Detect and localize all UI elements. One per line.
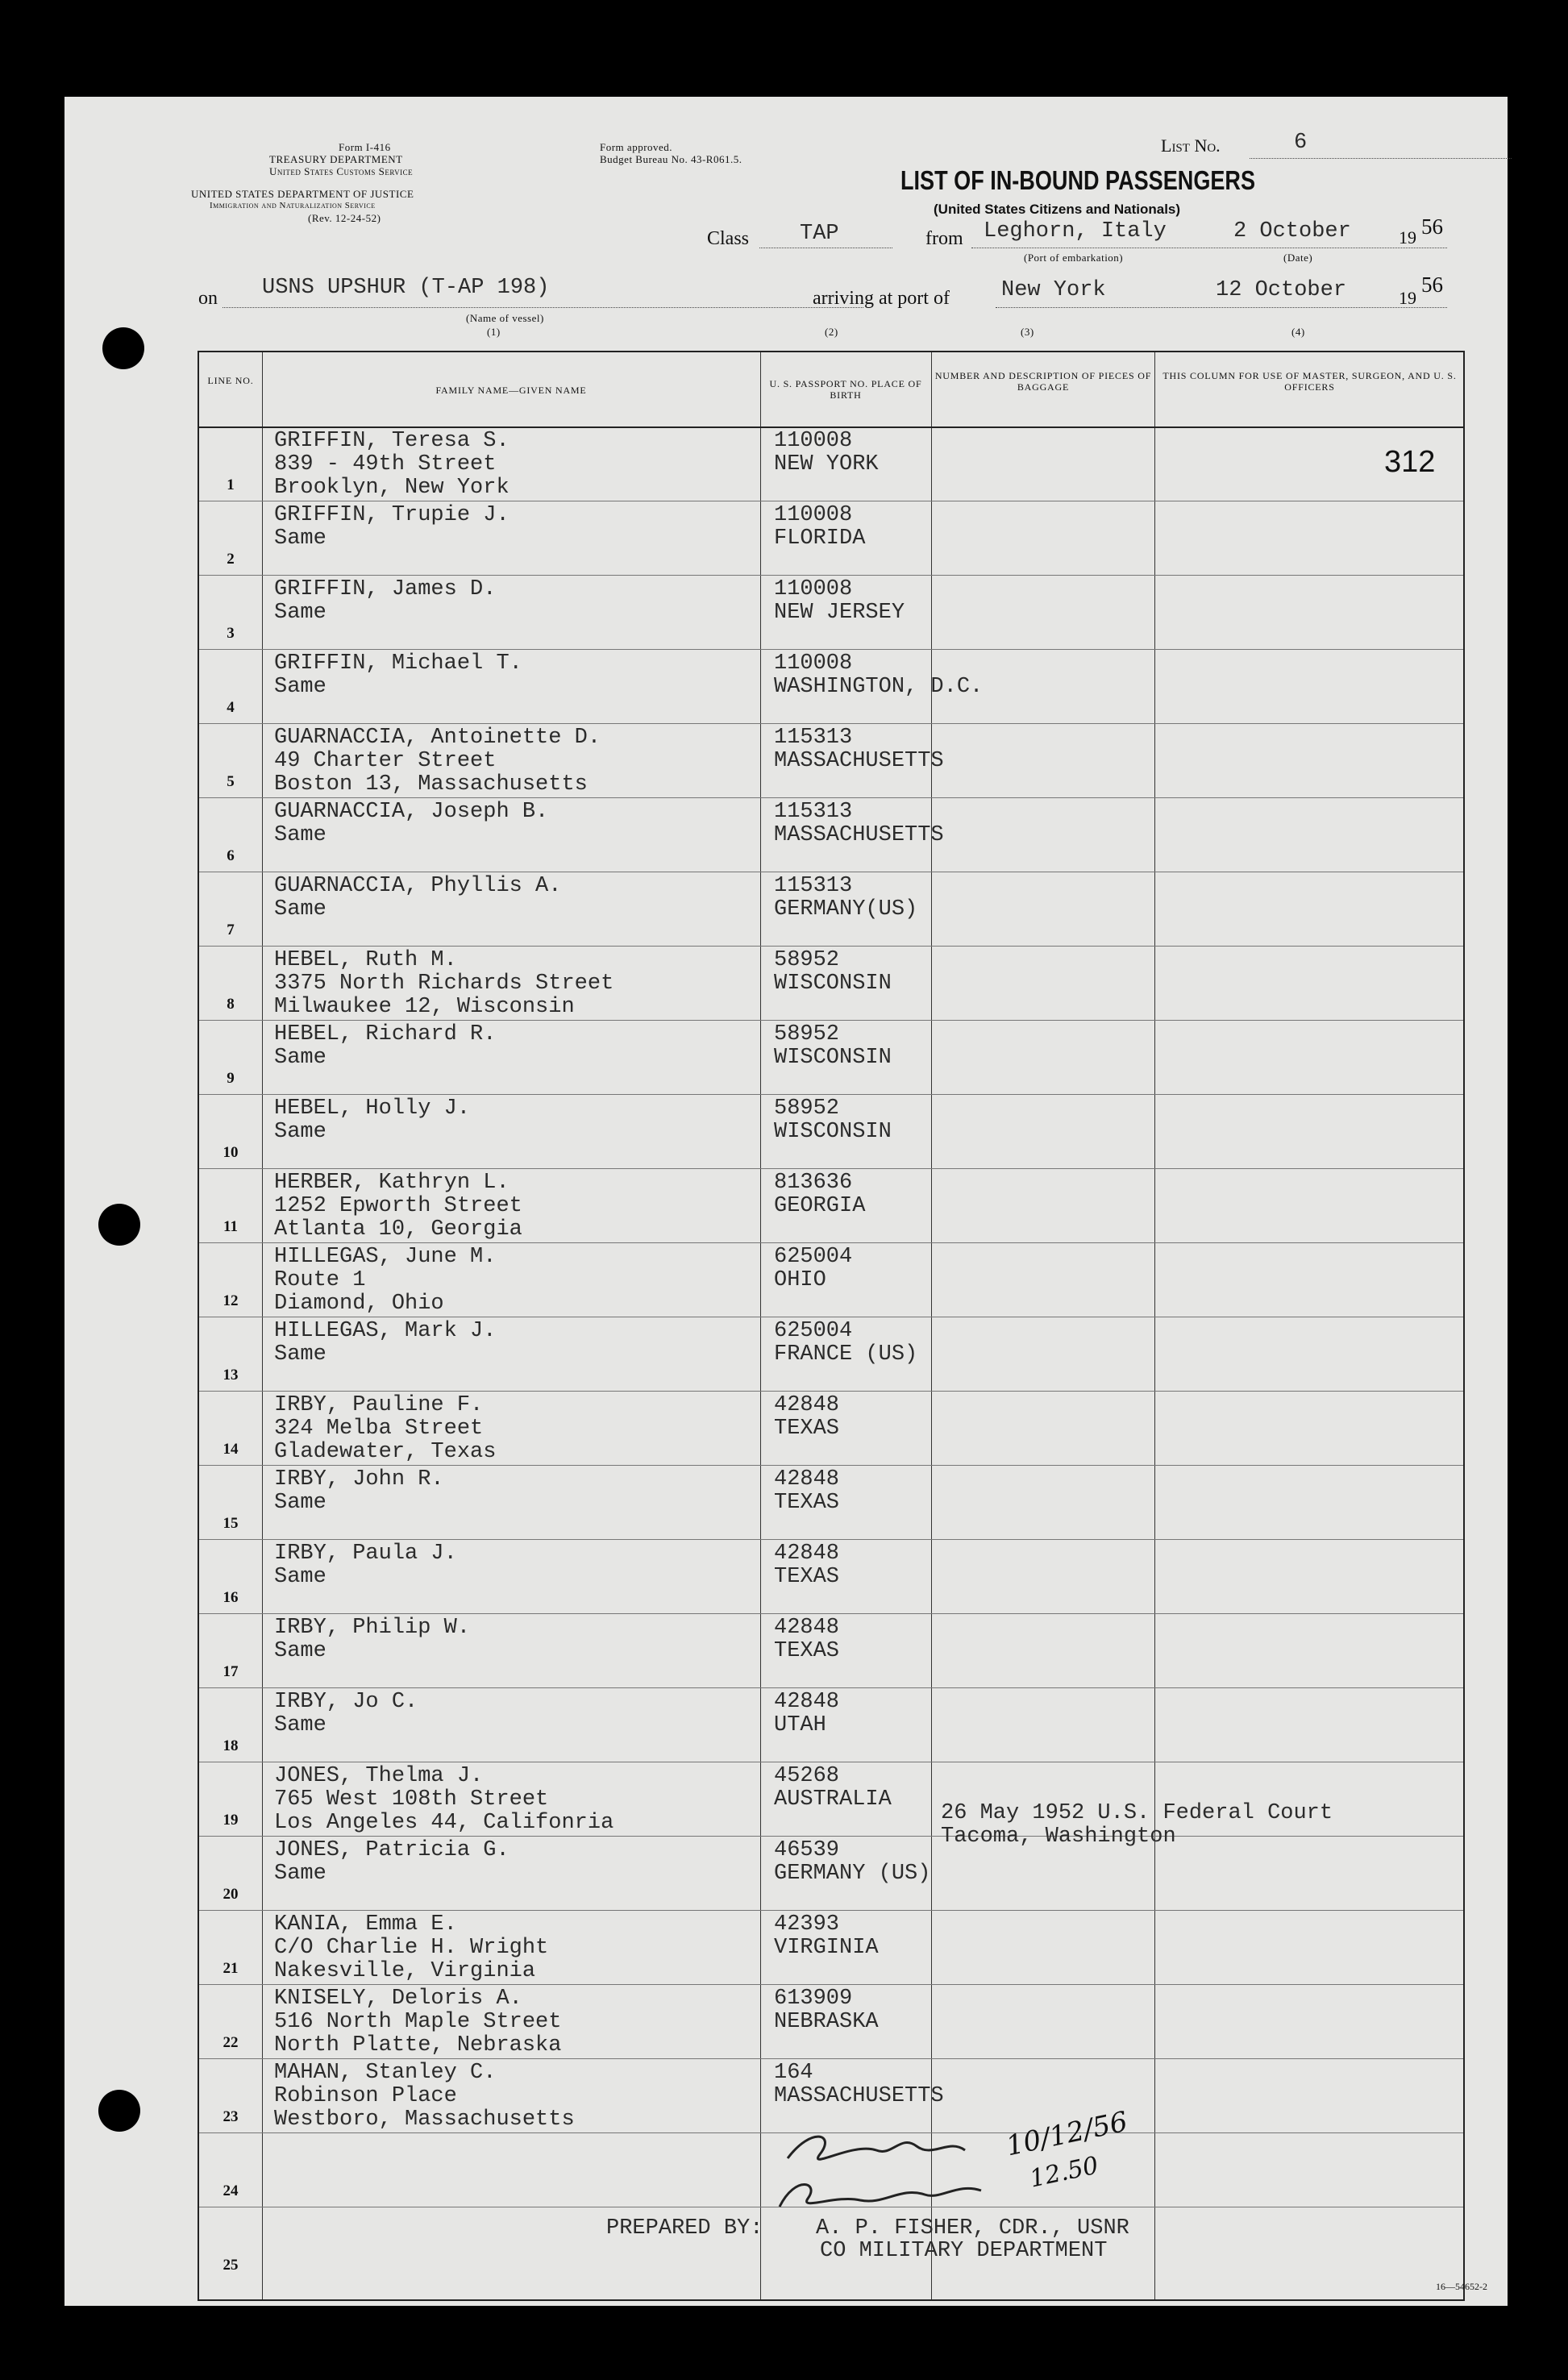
passport-cell [774, 875, 917, 922]
place-of-birth: NEBRASKA [774, 2010, 879, 2034]
form-approved: Form approved. [600, 141, 673, 153]
address-line-1: 49 Charter Street [274, 749, 497, 773]
address-line-2: Milwaukee 12, Wisconsin [274, 995, 575, 1019]
passport-cell [774, 1987, 879, 2034]
table-row [199, 426, 1463, 501]
prepared-by-label: PREPARED BY: [606, 2216, 763, 2241]
prepared-by-title: CO MILITARY DEPARTMENT [820, 2239, 1108, 2263]
vessel-caption: (Name of vessel) [466, 312, 544, 324]
line-number: 21 [223, 1960, 239, 1977]
passport-cell [774, 1542, 839, 1589]
passport-cell [774, 652, 983, 699]
line-number: 24 [223, 2182, 239, 2199]
address-line-1: 765 West 108th Street [274, 1787, 549, 1812]
passport-cell [774, 726, 944, 773]
arrival-rule [996, 307, 1447, 308]
place-of-birth: MASSACHUSETTS [774, 749, 944, 773]
from-label: from [925, 228, 963, 249]
passenger-name [274, 1097, 470, 1144]
place-of-birth: TEXAS [774, 1639, 840, 1663]
place-of-birth: MASSACHUSETTS [774, 2084, 944, 2108]
line-number: 13 [223, 1367, 239, 1383]
arriving-label: arriving at port of [813, 288, 950, 309]
address-line-2: Brooklyn, New York [274, 476, 509, 500]
passenger-name [274, 875, 561, 922]
passport-number: 115313 [774, 800, 853, 824]
place-of-birth: WISCONSIN [774, 972, 892, 996]
family-given-name: GUARNACCIA, Joseph B. [274, 800, 549, 824]
signature-date-2: 12.50 [1027, 2151, 1101, 2194]
passport-cell [774, 2062, 944, 2108]
table-row [199, 1910, 1463, 1985]
table-row [199, 649, 1463, 724]
line-number: 25 [223, 2257, 239, 2274]
table-body [199, 426, 1463, 2299]
family-given-name: GRIFFIN, Trupie J. [274, 503, 509, 527]
passport-number: 813636 [774, 1171, 853, 1195]
family-given-name: IRBY, Paula J. [274, 1542, 457, 1566]
passport-cell [774, 1097, 892, 1144]
address-line-2: Atlanta 10, Georgia [274, 1217, 522, 1242]
line-number: 19 [223, 1812, 239, 1829]
table-row [199, 1539, 1463, 1614]
family-given-name: HILLEGAS, June M. [274, 1245, 497, 1269]
family-given-name: IRBY, Pauline F. [274, 1393, 484, 1417]
passport-number: 613909 [774, 1987, 853, 2011]
family-given-name: HEBEL, Holly J. [274, 1096, 471, 1121]
table-row [199, 723, 1463, 798]
line-number: 12 [223, 1292, 239, 1309]
list-no-rule [1250, 158, 1512, 159]
passenger-name [274, 1320, 496, 1367]
customs-service: United States Customs Service [269, 165, 414, 177]
passenger-name [274, 1542, 457, 1589]
address-line-1: Same [274, 1862, 326, 1886]
address-line-2: Gladewater, Texas [274, 1440, 497, 1464]
class-label: Class [707, 228, 750, 249]
place-of-birth: WASHINGTON, D.C. [774, 675, 984, 699]
passenger-name [274, 1246, 496, 1316]
table-header [199, 352, 1463, 428]
passport-cell [774, 1171, 865, 1218]
passport-number: 625004 [774, 1319, 853, 1343]
baggage-line-1: 26 May 1952 U.S. Federal Court [941, 1801, 1333, 1825]
table-row [199, 1317, 1463, 1392]
family-given-name: IRBY, John R. [274, 1467, 444, 1492]
passenger-name [274, 1394, 496, 1464]
address-line-2: Los Angeles 44, Califonria [274, 1811, 614, 1835]
address-line-1: 516 North Maple Street [274, 2010, 562, 2034]
page-title: LIST OF IN-BOUND PASSENGERS [900, 165, 1256, 195]
family-given-name: IRBY, Philip W. [274, 1616, 471, 1640]
family-given-name: MAHAN, Stanley C. [274, 2061, 497, 2085]
column-3-caption: (3) [1021, 326, 1034, 338]
passport-number: 42848 [774, 1690, 840, 1714]
passenger-name [274, 1987, 561, 2058]
passenger-name [274, 430, 509, 500]
family-given-name: GUARNACCIA, Phyllis A. [274, 874, 562, 898]
place-of-birth: TEXAS [774, 1491, 840, 1515]
place-of-birth: UTAH [774, 1713, 826, 1737]
passport-number: 115313 [774, 874, 853, 898]
binder-hole-top [102, 327, 144, 369]
family-given-name: IRBY, Jo C. [274, 1690, 418, 1714]
form-number: Form I-416 [339, 141, 391, 153]
family-given-name: HILLEGAS, Mark J. [274, 1319, 497, 1343]
passport-number: 625004 [774, 1245, 853, 1269]
table-row [199, 1168, 1463, 1243]
passport-number: 42848 [774, 1542, 840, 1566]
place-of-birth: TEXAS [774, 1417, 840, 1441]
family-given-name: JONES, Thelma J. [274, 1764, 484, 1788]
place-of-birth: AUSTRALIA [774, 1787, 892, 1812]
address-line-1: Robinson Place [274, 2084, 457, 2108]
table-row [199, 1687, 1463, 1762]
binder-hole-middle [98, 1204, 140, 1246]
class-value: TAP [800, 222, 839, 246]
table-row [199, 1242, 1463, 1317]
place-of-birth: GERMANY (US) [774, 1862, 931, 1886]
treasury-dept: TREASURY DEPARTMENT [269, 153, 403, 165]
column-4-caption: (4) [1291, 326, 1305, 338]
passport-cell [774, 1246, 852, 1292]
family-given-name: GRIFFIN, Michael T. [274, 651, 522, 676]
place-of-birth: NEW JERSEY [774, 601, 905, 625]
passport-number: 46539 [774, 1838, 840, 1862]
passenger-name [274, 1468, 444, 1515]
header-line-no: LINE NO. [207, 375, 254, 386]
column-1-caption: (1) [487, 326, 501, 338]
passport-number: 110008 [774, 651, 853, 676]
passenger-name [274, 1616, 470, 1663]
place-of-birth: NEW YORK [774, 452, 879, 476]
line-number: 8 [227, 996, 235, 1013]
passport-cell [774, 1913, 879, 1960]
passport-number: 45268 [774, 1764, 840, 1788]
vessel-rule [223, 307, 863, 308]
from-year-prefix: 19 [1399, 227, 1416, 248]
arrival-date: 12 October [1216, 278, 1347, 302]
place-of-birth: FRANCE (US) [774, 1342, 918, 1367]
family-given-name: HERBER, Kathryn L. [274, 1171, 509, 1195]
table-row [199, 501, 1463, 576]
address-line-1: Same [274, 1639, 326, 1663]
table-row [199, 575, 1463, 650]
passport-number: 42848 [774, 1467, 840, 1492]
address-line-1: Same [274, 897, 326, 922]
header-passport: U. S. PASSPORT NO. PLACE OF BIRTH [769, 378, 922, 401]
family-given-name: GRIFFIN, James D. [274, 577, 497, 601]
address-line-2: North Platte, Nebraska [274, 2033, 562, 2058]
address-line-1: Same [274, 601, 326, 625]
passport-number: 164 [774, 2061, 813, 2085]
arrival-year: 56 [1421, 273, 1443, 297]
line-number: 3 [227, 625, 235, 642]
place-of-birth: MASSACHUSETTS [774, 823, 944, 847]
header-baggage: NUMBER AND DESCRIPTION OF PIECES OF BAGGAGE [934, 370, 1152, 393]
address-line-1: Route 1 [274, 1268, 366, 1292]
passenger-name [274, 652, 522, 699]
ins-service: Immigration and Naturalization Service [210, 201, 376, 210]
table-row [199, 1020, 1463, 1095]
family-given-name: HEBEL, Richard R. [274, 1022, 497, 1046]
line-number: 2 [227, 551, 235, 568]
passport-cell [774, 504, 865, 551]
passport-cell [774, 1023, 892, 1070]
address-line-1: C/O Charlie H. Wright [274, 1936, 549, 1960]
list-no-value: 6 [1294, 131, 1308, 155]
address-line-1: 839 - 49th Street [274, 452, 497, 476]
family-given-name: JONES, Patricia G. [274, 1838, 509, 1862]
on-label: on [198, 288, 218, 309]
family-given-name: GUARNACCIA, Antoinette D. [274, 726, 601, 750]
passenger-name [274, 801, 548, 847]
from-date: 2 October [1233, 219, 1351, 243]
address-line-1: Same [274, 1565, 326, 1589]
table-row [199, 1391, 1463, 1466]
passport-cell [774, 430, 879, 476]
address-line-1: Same [274, 526, 326, 551]
passport-number: 42393 [774, 1912, 840, 1937]
line-number: 23 [223, 2108, 239, 2125]
passenger-name [274, 1171, 522, 1242]
line-number: 17 [223, 1663, 239, 1680]
passport-cell [774, 578, 905, 625]
passport-number: 42848 [774, 1393, 840, 1417]
place-of-birth: WISCONSIN [774, 1046, 892, 1070]
passport-cell [774, 1839, 930, 1886]
passport-cell [774, 1691, 839, 1737]
address-line-1: Same [274, 1120, 326, 1144]
budget-bureau: Budget Bureau No. 43-R061.5. [600, 153, 742, 165]
passport-cell [774, 801, 944, 847]
address-line-1: Same [274, 1342, 326, 1367]
line-number: 6 [227, 847, 235, 864]
address-line-2: Diamond, Ohio [274, 1292, 444, 1316]
table-row [199, 1984, 1463, 2059]
table-row [199, 1465, 1463, 1540]
table-row [199, 1762, 1463, 1849]
table-row [199, 1094, 1463, 1169]
address-line-1: 1252 Epworth Street [274, 1194, 522, 1218]
place-of-birth: FLORIDA [774, 526, 866, 551]
line-number: 20 [223, 1886, 239, 1903]
passenger-name [274, 1839, 509, 1886]
binder-hole-bottom [98, 2090, 140, 2132]
place-of-birth: GERMANY(US) [774, 897, 918, 922]
address-line-2: Boston 13, Massachusetts [274, 772, 588, 797]
place-of-birth: OHIO [774, 1268, 826, 1292]
line-number: 4 [227, 699, 235, 716]
passenger-name [274, 578, 496, 625]
passport-number: 58952 [774, 1022, 840, 1046]
place-of-birth: TEXAS [774, 1565, 840, 1589]
passport-cell [774, 1616, 839, 1663]
address-line-2: Nakesville, Virginia [274, 1959, 536, 1983]
arrival-year-prefix: 19 [1399, 288, 1416, 308]
passenger-name [274, 1913, 548, 1983]
line-number: 16 [223, 1589, 239, 1606]
passenger-name [274, 1023, 496, 1070]
passport-number: 110008 [774, 577, 853, 601]
family-given-name: GRIFFIN, Teresa S. [274, 429, 509, 453]
passenger-name [274, 1765, 613, 1835]
arrival-port: New York [1001, 278, 1106, 302]
place-of-birth: VIRGINIA [774, 1936, 879, 1960]
line-number: 18 [223, 1737, 239, 1754]
date-caption: (Date) [1283, 252, 1313, 264]
address-line-1: Same [274, 675, 326, 699]
passport-number: 115313 [774, 726, 853, 750]
passport-number: 58952 [774, 948, 840, 972]
signature-date-1: 10/12/56 [1003, 2105, 1131, 2163]
address-line-1: 324 Melba Street [274, 1417, 484, 1441]
passport-number: 110008 [774, 503, 853, 527]
passport-cell [774, 1765, 892, 1812]
passport-number: 110008 [774, 429, 853, 453]
line-number: 10 [223, 1144, 239, 1161]
table-row [199, 872, 1463, 947]
passenger-name [274, 726, 601, 797]
table-row [199, 797, 1463, 872]
line-number: 5 [227, 773, 235, 790]
table-row [199, 1613, 1463, 1688]
passport-cell [774, 949, 892, 996]
line-number: 9 [227, 1070, 235, 1087]
from-year: 56 [1421, 214, 1443, 239]
line-number: 14 [223, 1441, 239, 1458]
address-line-1: Same [274, 1713, 326, 1737]
list-no-label: List No. [1161, 135, 1221, 156]
officer-note: 312 [1384, 445, 1436, 479]
column-2-caption: (2) [825, 326, 838, 338]
officer-signature [763, 2110, 1005, 2223]
page-subtitle: (United States Citizens and Nationals) [934, 202, 1181, 217]
table-row [199, 1836, 1463, 1911]
form-revision: (Rev. 12-24-52) [308, 212, 381, 224]
line-number: 7 [227, 922, 235, 938]
passport-number: 58952 [774, 1096, 840, 1121]
passport-number: 42848 [774, 1616, 840, 1640]
baggage-line-2: Tacoma, Washington [941, 1825, 1176, 1849]
justice-dept: UNITED STATES DEPARTMENT OF JUSTICE [191, 188, 414, 200]
address-line-1: 3375 North Richards Street [274, 972, 614, 996]
prepared-by-name: A. P. FISHER, CDR., USNR [816, 2216, 1129, 2241]
address-line-1: Same [274, 1046, 326, 1070]
line-number: 1 [227, 476, 235, 493]
line-number: 11 [223, 1218, 238, 1235]
place-of-birth: GEORGIA [774, 1194, 866, 1218]
passenger-table [198, 351, 1465, 2301]
passport-cell [774, 1468, 839, 1515]
footer-code: 16—54652-2 [1436, 2281, 1487, 2292]
from-port: Leghorn, Italy [984, 219, 1167, 243]
vessel-name: USNS UPSHUR (T-AP 198) [262, 276, 550, 300]
place-of-birth: WISCONSIN [774, 1120, 892, 1144]
passport-cell [774, 1394, 839, 1441]
address-line-1: Same [274, 823, 326, 847]
header-officers: THIS COLUMN FOR USE OF MASTER, SURGEON, AND U. S. OFFICERS [1162, 370, 1457, 393]
line-number: 22 [223, 2034, 239, 2051]
passenger-name [274, 2062, 575, 2132]
line-number: 15 [223, 1515, 239, 1532]
address-line-1: Same [274, 1491, 326, 1515]
family-given-name: HEBEL, Ruth M. [274, 948, 457, 972]
table-row [199, 946, 1463, 1021]
passport-cell [774, 1320, 917, 1367]
address-line-2: Westboro, Massachusetts [274, 2107, 575, 2132]
family-given-name: KNISELY, Deloris A. [274, 1987, 522, 2011]
header-name: FAMILY NAME—GIVEN NAME [435, 385, 587, 396]
passenger-name [274, 504, 509, 551]
port-embarkation-caption: (Port of embarkation) [1024, 252, 1124, 264]
family-given-name: KANIA, Emma E. [274, 1912, 457, 1937]
passenger-name [274, 949, 613, 1019]
passenger-name [274, 1691, 418, 1737]
